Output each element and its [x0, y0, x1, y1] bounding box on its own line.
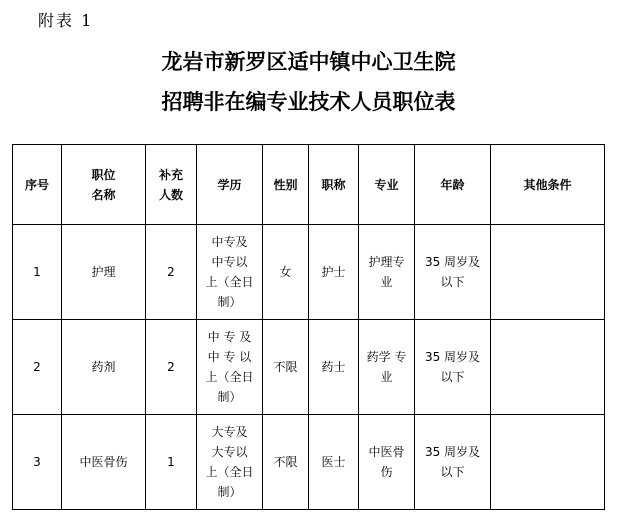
cell-age: 35 周岁及 以下 — [415, 415, 491, 510]
cell-education: 大专及 大专以 上（全日 制） — [197, 415, 263, 510]
cell-position: 药剂 — [62, 320, 146, 415]
header-education: 学历 — [197, 145, 263, 225]
header-title: 职称 — [309, 145, 359, 225]
cell-major: 药学 专 业 — [359, 320, 415, 415]
cell-number: 2 — [13, 320, 62, 415]
document-title-line-2: 招聘非在编专业技术人员职位表 — [161, 89, 456, 114]
header-number: 序号 — [13, 145, 62, 225]
header-gender: 性别 — [263, 145, 309, 225]
table-row — [13, 415, 605, 510]
cell-gender: 不限 — [263, 320, 309, 415]
cell-major: 中医骨 伤 — [359, 415, 415, 510]
document-title-line-1: 龙岩市新罗区适中镇中心卫生院 — [161, 49, 456, 74]
cell-position: 中医骨伤 — [62, 415, 146, 510]
cell-other — [491, 225, 605, 320]
cell-gender: 不限 — [263, 415, 309, 510]
cell-gender: 女 — [263, 225, 309, 320]
cell-title: 药士 — [309, 320, 359, 415]
cell-number: 3 — [13, 415, 62, 510]
header-age: 年龄 — [415, 145, 491, 225]
cell-education: 中 专 及 中 专 以 上（全日 制） — [197, 320, 263, 415]
cell-other — [491, 415, 605, 510]
table-row — [13, 320, 605, 415]
cell-other — [491, 320, 605, 415]
header-position-name: 职位 名称 — [62, 145, 146, 225]
header-headcount: 补充 人数 — [146, 145, 197, 225]
header-major: 专业 — [359, 145, 415, 225]
header-other-requirements: 其他条件 — [491, 145, 605, 225]
cell-headcount: 2 — [146, 225, 197, 320]
table-row — [13, 225, 605, 320]
cell-number: 1 — [13, 225, 62, 320]
appendix-label: 附表 1 — [38, 11, 94, 30]
cell-education: 中专及 中专以 上（全日 制） — [197, 225, 263, 320]
cell-headcount: 1 — [146, 415, 197, 510]
cell-major: 护理专 业 — [359, 225, 415, 320]
cell-headcount: 2 — [146, 320, 197, 415]
cell-age: 35 周岁及 以下 — [415, 225, 491, 320]
cell-position: 护理 — [62, 225, 146, 320]
cell-title: 护士 — [309, 225, 359, 320]
cell-title: 医士 — [309, 415, 359, 510]
cell-age: 35 周岁及 以下 — [415, 320, 491, 415]
positions-table — [12, 144, 605, 510]
header-row — [13, 145, 605, 225]
